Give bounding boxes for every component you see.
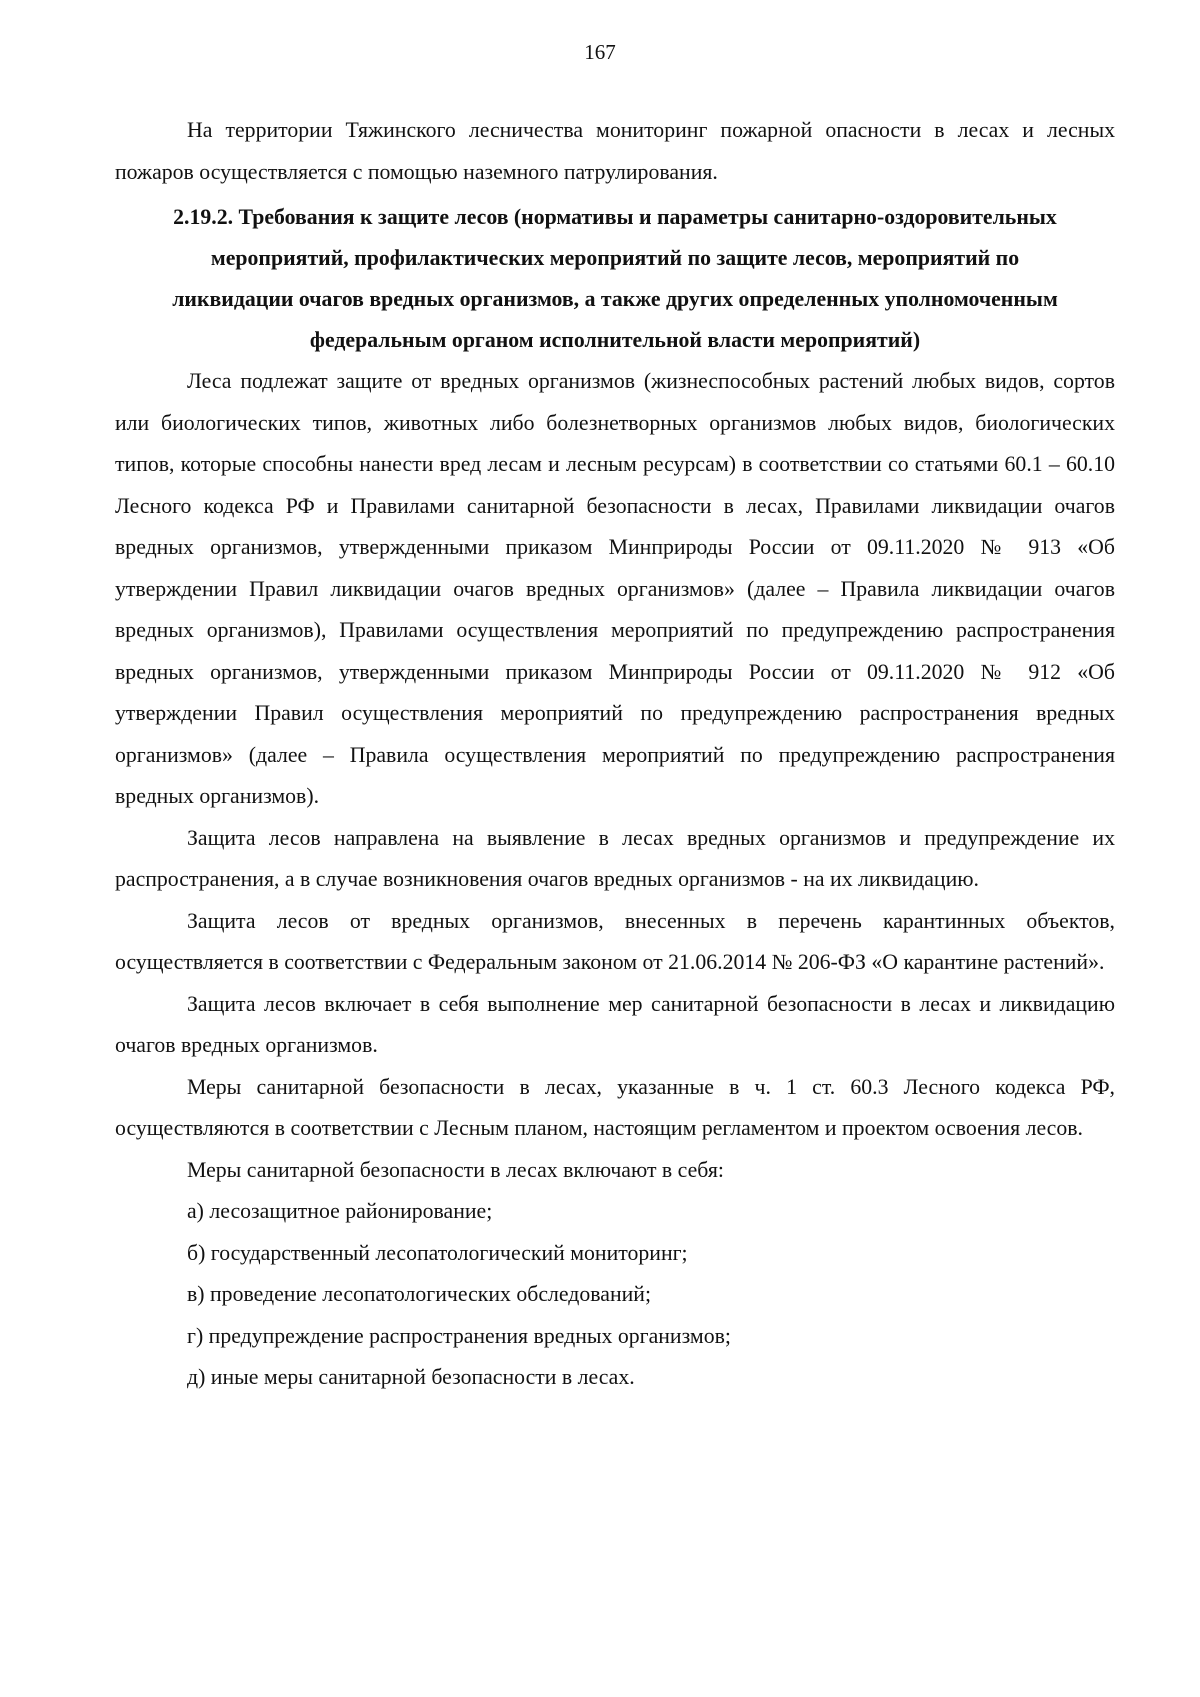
section-heading-line: федеральным органом исполнительной власти мероприятий) — [309, 328, 921, 352]
intro-paragraph: На территории Тяжинского лесничества мониторинг пожарной опасности в лесах и лесных пожаров осуществляется с помощью наземного патрулирования. — [115, 118, 1115, 184]
body-paragraph: Защита лесов от вредных организмов, внесенных в перечень карантинных объектов, осуществляется в соответствии с Федеральным законом от 21.06.2014 № 206-ФЗ «О карантине растений». — [115, 908, 1115, 974]
page-number: 167 — [584, 40, 616, 64]
body-paragraph: Меры санитарной безопасности в лесах включают в себя: — [187, 1157, 724, 1182]
body-paragraph: Меры санитарной безопасности в лесах, указанные в ч. 1 ст. 60.3 Лесного кодекса РФ, осуществляются в соответствии с Лесным планом, настоящим регламентом и проектом освоения лесов. — [115, 1074, 1115, 1140]
list-item: д) иные меры санитарной безопасности в лесах. — [187, 1365, 635, 1389]
section-heading-line: мероприятий, профилактических мероприятий по защите лесов, мероприятий по — [210, 246, 1020, 270]
list-item: б) государственный лесопатологический мониторинг; — [187, 1240, 688, 1265]
section-heading — [115, 197, 1115, 361]
list-item: а) лесозащитное районирование; — [187, 1199, 493, 1223]
section-heading-line: 2.19.2. Требования к защите лесов (нормативы и параметры санитарно-оздоровительных — [173, 205, 1057, 229]
body-paragraph: Защита лесов включает в себя выполнение мер санитарной безопасности в лесах и ликвидацию очагов вредных организмов. — [115, 991, 1115, 1057]
list-item: г) предупреждение распространения вредных организмов; — [187, 1323, 731, 1348]
list-item: в) проведение лесопатологических обследований; — [187, 1282, 652, 1306]
page-content — [115, 110, 1115, 1399]
body-paragraph: Леса подлежат защите от вредных организмов (жизнеспособных растений любых видов, сортов или биологических типов, животных либо болезнетворных организмов любых видов, биологических типов, которые способны нанести вред лесам и лесным ресурсам) в соответствии со статьями 60.1 – 60.10 Лесного кодекса РФ и Правилами санитарной безопасности в лесах, Правилами ликвидации очагов вредных организмов, утвержденными приказом Минприроды России от 09.11.2020 № 913 «Об утверждении Правил ликвидации очагов вредных организмов» (далее – Правила ликвидации очагов вредных организмов), Правилами осуществления мероприятий по предупреждению распространения вредных организмов, утвержденными приказом Минприроды России от 09.11.2020 № 912 «Об утверждении Правил осуществления мероприятий по предупреждению распространения вредных организмов» (далее – Правила осуществления мероприятий по предупреждению распространения вредных организмов). — [115, 369, 1115, 808]
section-heading-line: ликвидации очагов вредных организмов, а также других определенных уполномоченным — [172, 287, 1058, 311]
body-paragraph: Защита лесов направлена на выявление в лесах вредных организмов и предупреждение их распространения, а в случае возникновения очагов вредных организмов - на их ликвидацию. — [115, 825, 1115, 891]
